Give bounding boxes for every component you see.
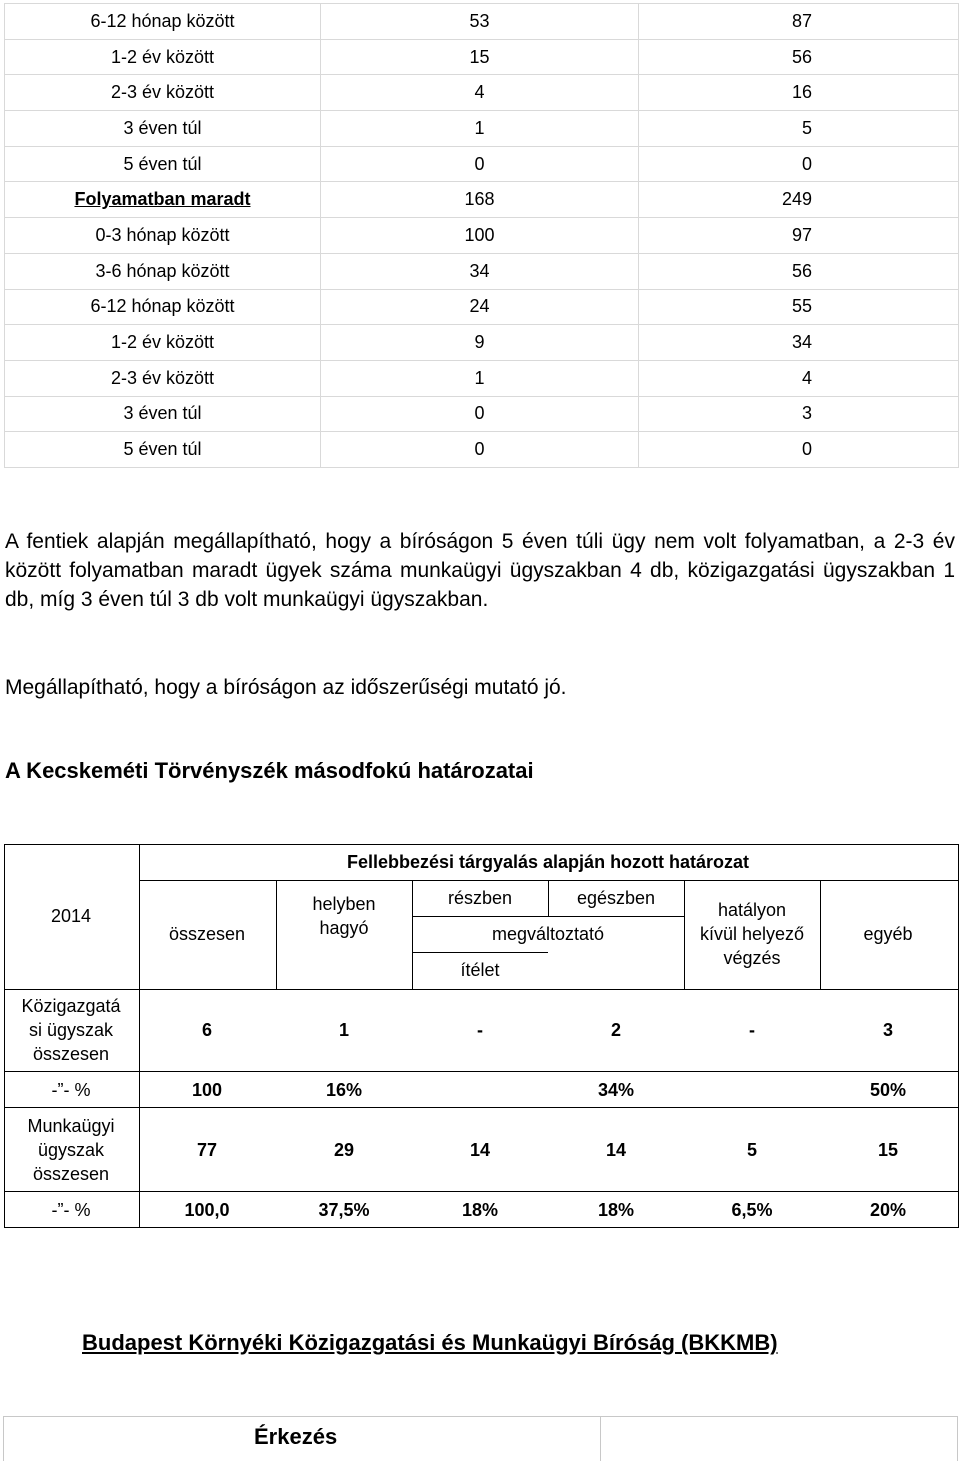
table-cell: 18% [597, 1200, 635, 1220]
table-row [5, 111, 959, 147]
value-b: 4 [639, 360, 959, 396]
value-a: 4 [321, 75, 639, 111]
section-heading-bkkmb: Budapest Környéki Közigazgatási és Munkaügyi Bíróság (BKKMB) [82, 1330, 778, 1355]
row-label: 1-2 év között [5, 325, 321, 361]
value-b: 97 [639, 218, 959, 254]
value-b: 249 [639, 182, 959, 218]
table-row [5, 253, 959, 289]
value-a: 0 [321, 396, 639, 432]
row-label: 3 éven túl [5, 111, 321, 147]
value-b: 87 [639, 4, 959, 40]
table-row [5, 360, 959, 396]
table-cell: 1 [338, 1020, 350, 1040]
table-cell: 18% [461, 1200, 499, 1220]
table-row [5, 396, 959, 432]
table-cell: - [749, 1020, 755, 1040]
value-a: 15 [321, 39, 639, 75]
table-cell: 34% [597, 1080, 635, 1100]
value-a: 34 [321, 253, 639, 289]
col-itelet-header: ítélet [460, 960, 500, 980]
col-egyeb-header: egyéb [863, 924, 913, 944]
value-b: 56 [639, 253, 959, 289]
row-label: 2-3 év között [5, 75, 321, 111]
section-heading-kecskemet: A Kecskeméti Törvényszék másodfokú határozatai [5, 758, 534, 783]
value-a: 1 [321, 360, 639, 396]
value-a: 9 [321, 325, 639, 361]
col-hatalyon-header: hatályon kívül helyező végzés [699, 900, 805, 968]
row-label: 3 éven túl [5, 396, 321, 432]
table-row [5, 432, 959, 468]
value-b: 0 [639, 432, 959, 468]
table-cell: - [477, 1020, 483, 1040]
table-cell: 20% [869, 1200, 907, 1220]
table-cell: 100,0 [184, 1200, 230, 1220]
table-row [5, 289, 959, 325]
row-label: 1-2 év között [5, 39, 321, 75]
row-label-kozig: Közigazgatá si ügyszak összesen [21, 996, 121, 1064]
value-a: 1 [321, 111, 639, 147]
value-b: 5 [639, 111, 959, 147]
table-cell: 14 [469, 1140, 491, 1160]
table-cell: 16% [325, 1080, 363, 1100]
table-row [5, 218, 959, 254]
value-b: 16 [639, 75, 959, 111]
summary-paragraph: A fentiek alapján megállapítható, hogy a bíróságon 5 éven túli ügy nem volt folyamatban, a 2-3 év között folyamatban maradt ügyek száma munkaügyi ügyszakban 4 db, közigazgatási ügyszakban 1 db, míg 3 éven túl 3 db volt munkaügyi ügyszakban. [5, 530, 955, 611]
table-cell: 77 [196, 1140, 218, 1160]
value-a: 0 [321, 432, 639, 468]
row-label: 2-3 év között [5, 360, 321, 396]
table-cell: 37,5% [318, 1200, 370, 1220]
value-a: 100 [321, 218, 639, 254]
table-cell: 3 [882, 1020, 894, 1040]
year-label: 2014 [50, 906, 92, 926]
table-row [5, 146, 959, 182]
col-helyben-header: helyben hagyó [312, 894, 376, 938]
table-row [5, 182, 959, 218]
table-cell: 2 [610, 1020, 622, 1040]
arrivals-header: Érkezés [254, 1424, 338, 1449]
value-a: 0 [321, 146, 639, 182]
case-duration-table [4, 3, 959, 468]
col-total-header: összesen [168, 924, 246, 944]
value-a: 24 [321, 289, 639, 325]
col-reszben-header: részben [447, 888, 513, 908]
row-label: 6-12 hónap között [5, 289, 321, 325]
group-header: Fellebbezési tárgyalás alapján hozott határozat [346, 852, 750, 872]
row-label: 0-3 hónap között [5, 218, 321, 254]
table-cell: 29 [333, 1140, 355, 1160]
table-row [5, 325, 959, 361]
col-megvaltoztato-header: megváltoztató [491, 924, 605, 944]
row-label: 5 éven túl [5, 146, 321, 182]
table-row [5, 4, 959, 40]
value-b: 0 [639, 146, 959, 182]
table-cell: 5 [746, 1140, 758, 1160]
table-row [5, 39, 959, 75]
row-label-munka: Munkaügyi ügyszak összesen [27, 1116, 115, 1184]
arrivals-table-right [599, 1416, 958, 1461]
row-label: 5 éven túl [5, 432, 321, 468]
table-cell: 100 [191, 1080, 223, 1100]
value-b: 34 [639, 325, 959, 361]
value-b: 3 [639, 396, 959, 432]
row-label-munka-pct: -”- % [51, 1200, 91, 1220]
table-cell: 6,5% [731, 1200, 773, 1220]
timeliness-paragraph: Megállapítható, hogy a bíróságon az időszerűségi mutató jó. [5, 676, 567, 699]
row-label: Folyamatban maradt [5, 182, 321, 218]
value-a: 53 [321, 4, 639, 40]
table-cell: 14 [605, 1140, 627, 1160]
table-cell: 15 [877, 1140, 899, 1160]
row-label: 3-6 hónap között [5, 253, 321, 289]
table-cell: 6 [201, 1020, 213, 1040]
row-label-kozig-pct: -”- % [51, 1080, 91, 1100]
row-label: 6-12 hónap között [5, 4, 321, 40]
table-cell: 50% [869, 1080, 907, 1100]
value-b: 55 [639, 289, 959, 325]
table-row [5, 75, 959, 111]
value-a: 168 [321, 182, 639, 218]
col-egeszben-header: egészben [576, 888, 656, 908]
value-b: 56 [639, 39, 959, 75]
